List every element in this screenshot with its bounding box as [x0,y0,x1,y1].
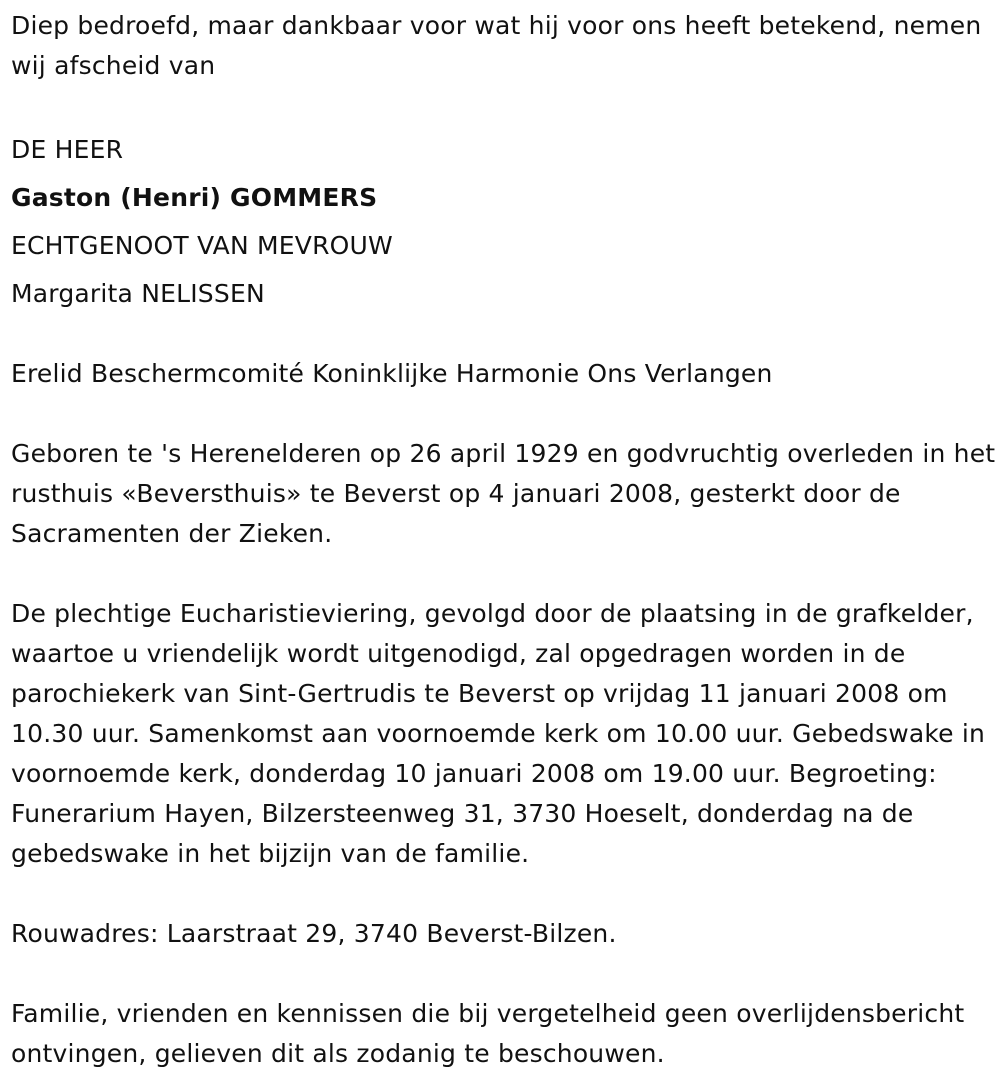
membership-text: Erelid Beschermcomité Koninklijke Harmonie Ons Verlangen [11,359,773,388]
intro-text: Diep bedroefd, maar dankbaar voor wat hij voor ons heeft betekend, nemen wij afscheid van [11,11,982,80]
birth-death-text: Geboren te 's Herenelderen op 26 april 1929 en godvruchtig overleden in het rusthuis «Beversthuis» te Beverst op 4 januari 2008, gesterkt door de Sacramenten der Zieken. [11,439,996,548]
spouse-label: ECHTGENOOT VAN MEVROUW [11,231,393,260]
ceremony-text: De plechtige Eucharistieviering, gevolgd door de plaatsing in de grafkelder, waartoe u vriendelijk wordt uitgenodigd, zal opgedragen worden in de parochiekerk van Sint-Gertrudis te Beverst op vrijdag 11 januari 2008 om 10.30 uur. Samenkomst aan voornoemde kerk om 10.00 uur. Gebedswake in voornoemde kerk, donderdag 10 januari 2008 om 19.00 uur. Begroeting: Funerarium Hayen, Bilzersteenweg 31, 3730 Hoeselt, donderdag na de gebedswake in het bijzijn van de familie. [11,599,986,868]
obituary-notice [11,0,996,1074]
address-text: Rouwadres: Laarstraat 29, 3740 Beverst-Bilzen. [11,919,617,948]
deceased-name: Gaston (Henri) GOMMERS [11,183,378,212]
title-line: DE HEER [11,135,124,164]
closing-text: Familie, vrienden en kennissen die bij vergetelheid geen overlijdensbericht ontvingen, gelieven dit als zodanig te beschouwen. [11,999,965,1068]
deceased-block [11,126,996,318]
spouse-name: Margarita NELISSEN [11,279,265,308]
